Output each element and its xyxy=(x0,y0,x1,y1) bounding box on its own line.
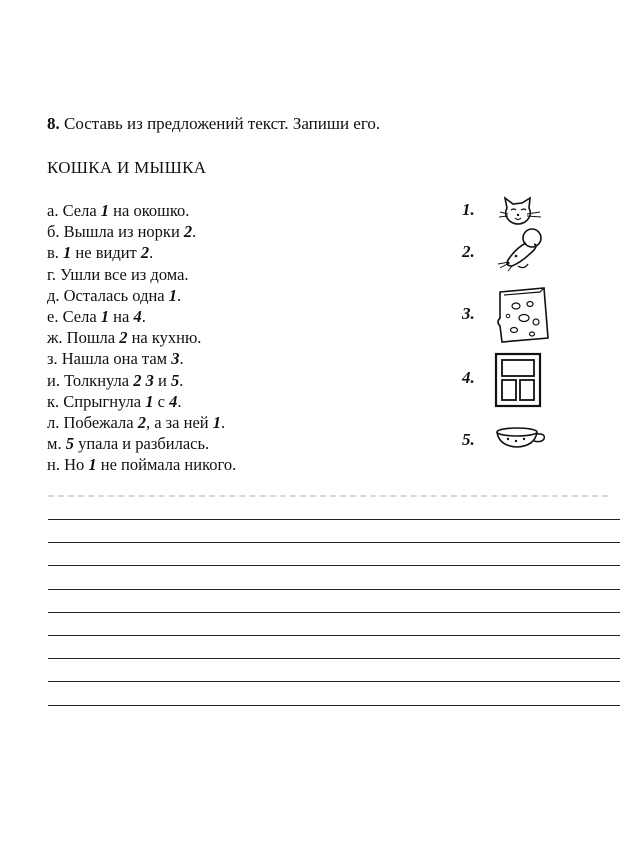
task-heading xyxy=(47,114,380,134)
writing-line[interactable] xyxy=(48,705,620,706)
cup-icon xyxy=(494,426,550,452)
mouse-icon xyxy=(494,226,554,272)
sentence-text: г. Ушли все из дома. xyxy=(47,264,189,284)
sentence-text: е. Села xyxy=(47,306,101,326)
picture-reference-number: 2 xyxy=(137,412,146,432)
sentence-text: . xyxy=(179,370,184,390)
sentence-item xyxy=(47,285,236,306)
picture-legend xyxy=(462,0,582,470)
sentence-text: с xyxy=(153,391,170,411)
legend-number: 3. xyxy=(462,304,475,323)
sentence-text: а. Села xyxy=(47,201,101,220)
writing-line[interactable] xyxy=(48,681,620,682)
legend-number: 2. xyxy=(462,242,475,261)
sentence-item xyxy=(47,200,236,221)
sentence-text: . xyxy=(179,349,184,369)
sentence-text: на xyxy=(109,306,134,326)
picture-reference-number: 1 xyxy=(100,201,110,220)
sentence-text: . xyxy=(177,285,182,305)
picture-reference-number: 1 xyxy=(100,306,110,326)
writing-line[interactable] xyxy=(48,589,620,590)
task-instruction: Составь из предложений текст. Запиши его. xyxy=(64,114,381,133)
sentence-text: не видит xyxy=(71,243,141,263)
legend-number: 1. xyxy=(462,200,475,219)
task-number: 8. xyxy=(47,114,60,133)
picture-reference-number: 2 3 xyxy=(133,370,154,390)
picture-reference-number: 1 xyxy=(63,243,72,263)
sentence-text: н. Но xyxy=(47,455,89,475)
picture-reference-number: 2 xyxy=(119,328,128,348)
picture-reference-number: 4 xyxy=(133,306,142,326)
picture-reference-number: 4 xyxy=(169,391,178,411)
sentence-text: упала и разбилась. xyxy=(73,434,210,454)
sentence-item xyxy=(47,242,236,263)
sentence-text: . xyxy=(149,243,154,263)
sentence-text: на окошко. xyxy=(109,201,190,220)
sentence-text: . xyxy=(141,306,146,326)
writing-line[interactable] xyxy=(48,612,620,613)
legend-number: 4. xyxy=(462,368,475,387)
writing-line[interactable] xyxy=(48,565,620,566)
picture-reference-number: 1 xyxy=(88,455,97,475)
window-icon xyxy=(494,352,544,408)
sentence-text: не поймала никого. xyxy=(96,455,237,475)
writing-line[interactable] xyxy=(48,658,620,659)
writing-line[interactable] xyxy=(48,519,620,520)
sentence-item xyxy=(47,454,236,475)
sentence-item xyxy=(47,306,236,327)
sentence-text: и xyxy=(153,370,171,390)
sentence-item xyxy=(47,348,236,369)
picture-reference-number: 1 xyxy=(145,391,154,411)
sentence-text: л. Побежала xyxy=(47,412,138,432)
sentence-text: м. xyxy=(47,434,66,454)
sentence-text: з. Нашла она там xyxy=(47,349,172,369)
sentence-text: . xyxy=(220,412,226,432)
sentence-text: ж. Пошла xyxy=(47,328,120,348)
sentence-item xyxy=(47,221,236,242)
sentence-item xyxy=(47,370,236,391)
legend-number: 5. xyxy=(462,430,475,449)
picture-reference-number: 2 xyxy=(183,222,193,242)
picture-reference-number: 5 xyxy=(65,434,74,454)
sentence-item xyxy=(47,391,236,412)
sentence-text: . xyxy=(192,222,197,242)
story-title: КОШКА И МЫШКА xyxy=(47,158,207,177)
cheese-icon xyxy=(494,286,552,344)
sentence-text: . xyxy=(177,391,182,411)
dashed-guide-line xyxy=(48,495,608,497)
sentence-item xyxy=(47,433,236,454)
sentence-text: б. Вышла из норки xyxy=(47,222,184,242)
sentence-text: к. Спрыгнула xyxy=(47,391,146,411)
cat-icon xyxy=(494,196,548,226)
sentence-list xyxy=(47,200,236,475)
sentence-text: , а за ней xyxy=(145,412,213,432)
picture-reference-number: 1 xyxy=(168,285,177,305)
sentence-text: и. Толкнула xyxy=(47,370,134,390)
picture-reference-number: 3 xyxy=(171,349,180,369)
writing-line[interactable] xyxy=(48,635,620,636)
sentence-text: на кухню. xyxy=(127,328,202,348)
sentence-item xyxy=(47,327,236,348)
picture-reference-number: 1 xyxy=(212,412,221,432)
sentence-text: д. Осталась одна xyxy=(47,285,169,305)
picture-reference-number: 5 xyxy=(170,370,180,390)
sentence-text: в. xyxy=(47,243,64,263)
picture-reference-number: 2 xyxy=(140,243,150,263)
sentence-item xyxy=(47,264,236,285)
sentence-item xyxy=(47,412,236,433)
writing-line[interactable] xyxy=(48,542,620,543)
